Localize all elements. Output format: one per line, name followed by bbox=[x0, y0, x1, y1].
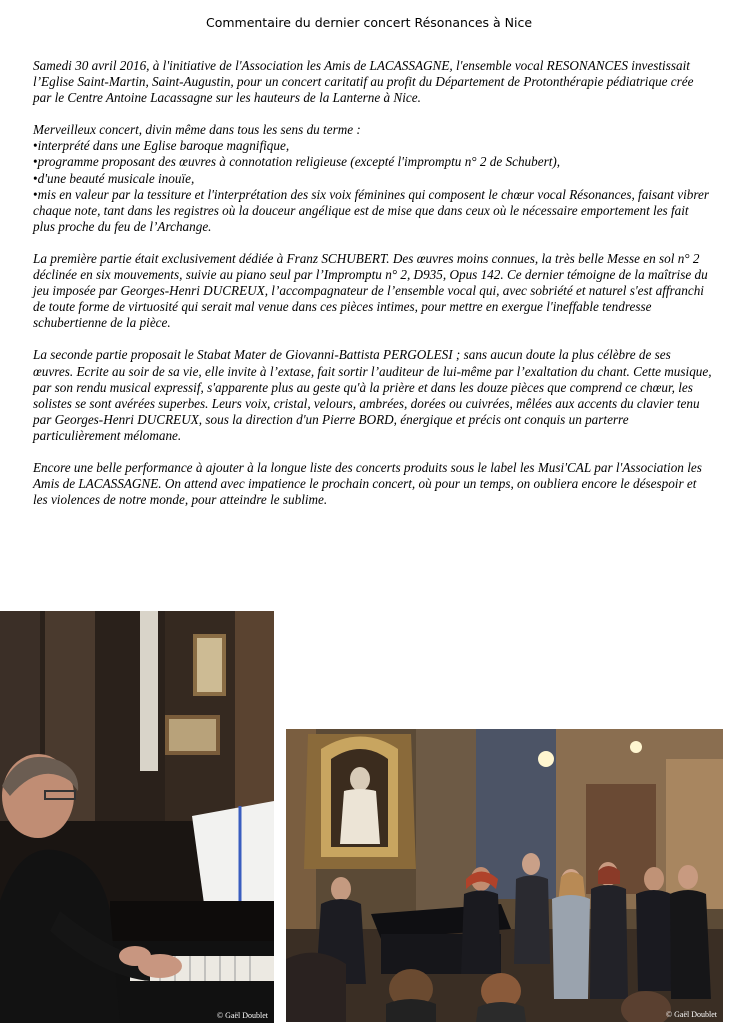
list-item: • mis en valeur par la tessiture et l'interprétation des six voix féminines qui composent le chœur vocal Résonances, faisant vibrer chaque note, tant dans les registres où la douceur angélique est de mise que dans ceux où le nécessaire emportement les fait plus proche du feu de l’Archange. bbox=[33, 187, 713, 235]
photo-credit: © Gaël Doublet bbox=[666, 1010, 717, 1019]
article-body bbox=[33, 58, 713, 524]
choir-illustration bbox=[286, 729, 723, 1022]
photo-credit: © Gaël Doublet bbox=[217, 1011, 268, 1020]
paragraph-pergolesi: La seconde partie proposait le Stabat Mater de Giovanni-Battista PERGOLESI ; sans aucun doute la plus célèbre de ses œuvres. Ecrite au soir de sa vie, elle invite à l’extase, fait sortir l’auditeur de lui-même par l’exaltation du chant. Cette musique, par son rendu musical expressif, s'apparente plus au geste qu'à la prière et dans les douze pièces que comprend ce chœur, les solistes se sont avérées superbes. Leurs voix, cristal, velours, ambrées, dorées ou cuivrées, mêlées aux accents du clavier tenu par Georges-Henri DUCREUX, sous la direction d'un Pierre BORD, énergique et précis ont conquis un parterre particulièrement mélomane. bbox=[33, 347, 712, 443]
paragraph-intro: Samedi 30 avril 2016, à l'initiative de l'Association les Amis de LACASSAGNE, l'ensemble vocal RESONANCES investissait l’Eglise Saint-Martin, Saint-Augustin, pour un concert caritatif au profit du Département de Protonthérapie pédiatrique crée par le Centre Antoine Lacassagne sur les hauteurs de la Lanterne à Nice. bbox=[33, 58, 694, 106]
pianist-photo bbox=[0, 611, 274, 1023]
paragraph-conclusion: Encore une belle performance à ajouter à la longue liste des concerts produits sous le label les Musi'CAL par l'Association les Amis de LACASSAGNE. On attend avec impatience le prochain concert, où pour un temps, on oubliera encore le désespoir et les violences de notre monde, pour atteindre le sublime. bbox=[33, 459, 702, 508]
list-item: • d'une beauté musicale inouïe, bbox=[33, 171, 713, 187]
list-item: • programme proposant des œuvres à connotation religieuse (excepté l'impromptu n° 2 de Schubert), bbox=[33, 154, 713, 170]
list-item: • interprété dans une Eglise baroque magnifique, bbox=[33, 138, 713, 154]
paragraph-schubert: La première partie était exclusivement dédiée à Franz SCHUBERT. Des œuvres moins connues, la très belle Messe en sol n° 2 déclinée en six mouvements, suivie au piano seul par l’Impromptu n° 2, D935, Opus 142. Ce dernier témoigne de la maîtrise du jeu imposée par Georges-Henri DUCREUX, l’accompagnateur de l’ensemble vocal qui, avec sobriété et naturel s'est affranchi de toute forme de virtuosité qui serait mal venue dans ces pièces intimes, pour mettre en exergue l'ineffable tendresse schubertienne de la pièce. bbox=[33, 250, 708, 331]
paragraph-list bbox=[33, 122, 713, 235]
choir-photo bbox=[286, 729, 723, 1022]
pianist-illustration bbox=[0, 611, 274, 1023]
bullet-list bbox=[33, 138, 713, 235]
list-intro: Merveilleux concert, divin même dans tous les sens du terme : bbox=[33, 122, 361, 138]
page-title: Commentaire du dernier concert Résonances à Nice bbox=[205, 15, 533, 30]
